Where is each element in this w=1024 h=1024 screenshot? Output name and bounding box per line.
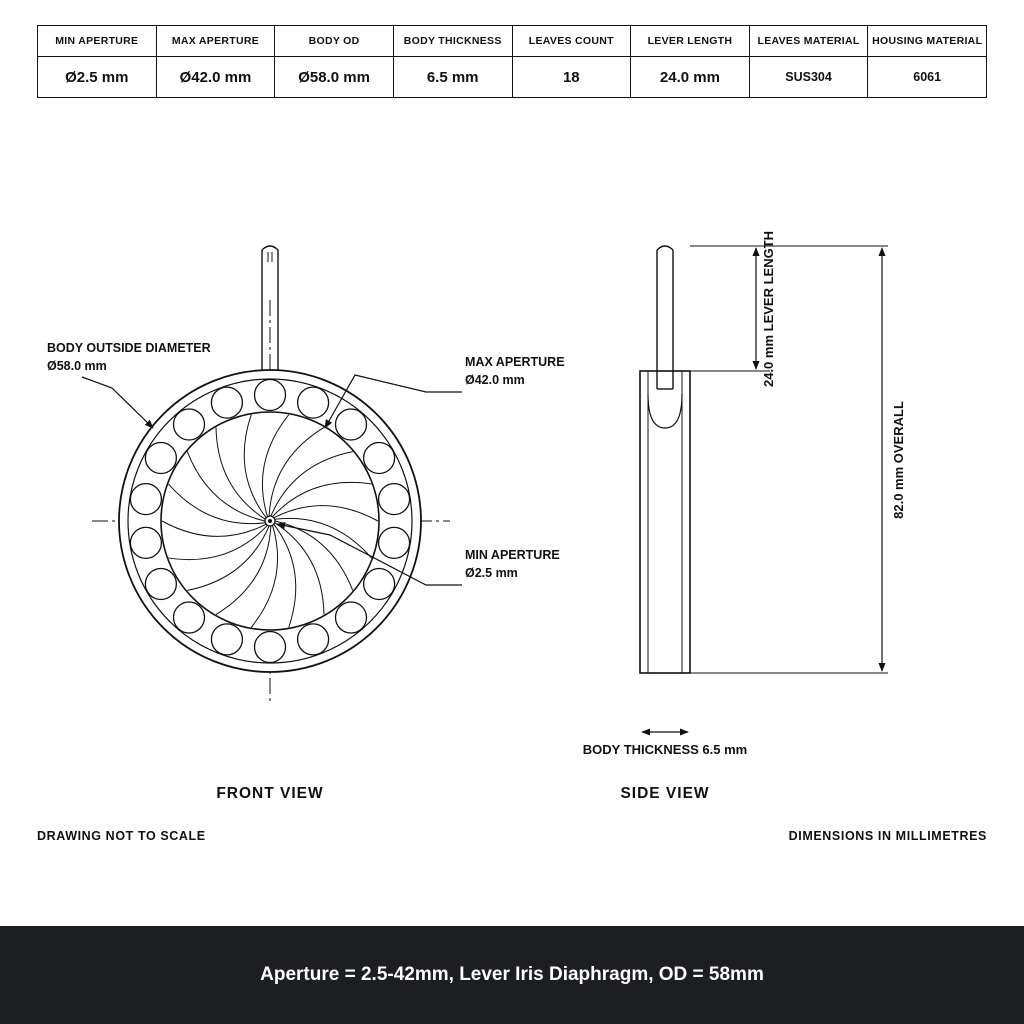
pivot-dot [268,519,272,523]
spec-value-leaves-material: SUS304 [749,57,868,98]
spec-header-leaves-count: LEAVES COUNT [512,26,631,57]
spec-header-max-aperture: MAX APERTURE [156,26,275,57]
ball-bearing [379,484,410,515]
ball-bearing [174,409,205,440]
body-od-leader [82,377,153,428]
ball-bearing [130,484,161,515]
ball-bearing [335,409,366,440]
spec-value-max-aperture: Ø42.0 mm [156,57,275,98]
ball-bearing [255,632,286,663]
spec-value-leaves-count: 18 [512,57,631,98]
ball-bearing [298,387,329,418]
ball-bearing [298,624,329,655]
max-aperture-label: MAX APERTURE [465,355,565,369]
lever-length-label: 24.0 mm LEVER LENGTH [761,230,776,388]
ball-bearing [211,387,242,418]
body-od-value: Ø58.0 mm [47,359,107,373]
body-od-label: BODY OUTSIDE DIAMETER [47,341,211,355]
spec-header-body-thickness: BODY THICKNESS [393,26,512,57]
ball-bearing [145,569,176,600]
overall-label: 82.0 mm OVERALL [891,401,906,519]
side-lever [657,246,673,389]
ball-bearing [364,443,395,474]
not-to-scale-note: DRAWING NOT TO SCALE [37,829,206,843]
spec-header-housing-material: HOUSING MATERIAL [868,26,987,57]
front-view [82,246,462,702]
spec-header-min-aperture: MIN APERTURE [38,26,157,57]
max-aperture-value: Ø42.0 mm [465,373,525,387]
ball-bearing [174,602,205,633]
body-thickness-label: BODY THICKNESS 6.5 mm [582,742,748,757]
spec-header-body-od: BODY OD [275,26,394,57]
spec-value-min-aperture: Ø2.5 mm [38,57,157,98]
spec-value-body-thickness: 6.5 mm [393,57,512,98]
spec-value-lever-length: 24.0 mm [631,57,750,98]
ball-bearing [379,527,410,558]
min-aperture-value: Ø2.5 mm [465,566,518,580]
ball-bearing [364,569,395,600]
units-note: DIMENSIONS IN MILLIMETRES [788,829,987,843]
ball-bearing [145,443,176,474]
ball-bearing [211,624,242,655]
caption-bar [0,926,1024,1024]
spec-value-body-od: Ø58.0 mm [275,57,394,98]
side-view-title: SIDE VIEW [620,785,710,802]
spec-header-leaves-material: LEAVES MATERIAL [749,26,868,57]
spec-header-lever-length: LEVER LENGTH [631,26,750,57]
spec-value-housing-material: 6061 [868,57,987,98]
ball-bearing [255,380,286,411]
min-aperture-label: MIN APERTURE [465,548,560,562]
caption-text: Aperture = 2.5-42mm, Lever Iris Diaphragm, OD = 58mm [260,964,764,985]
ball-bearing [335,602,366,633]
front-view-title: FRONT VIEW [216,785,324,802]
ball-bearing [130,527,161,558]
